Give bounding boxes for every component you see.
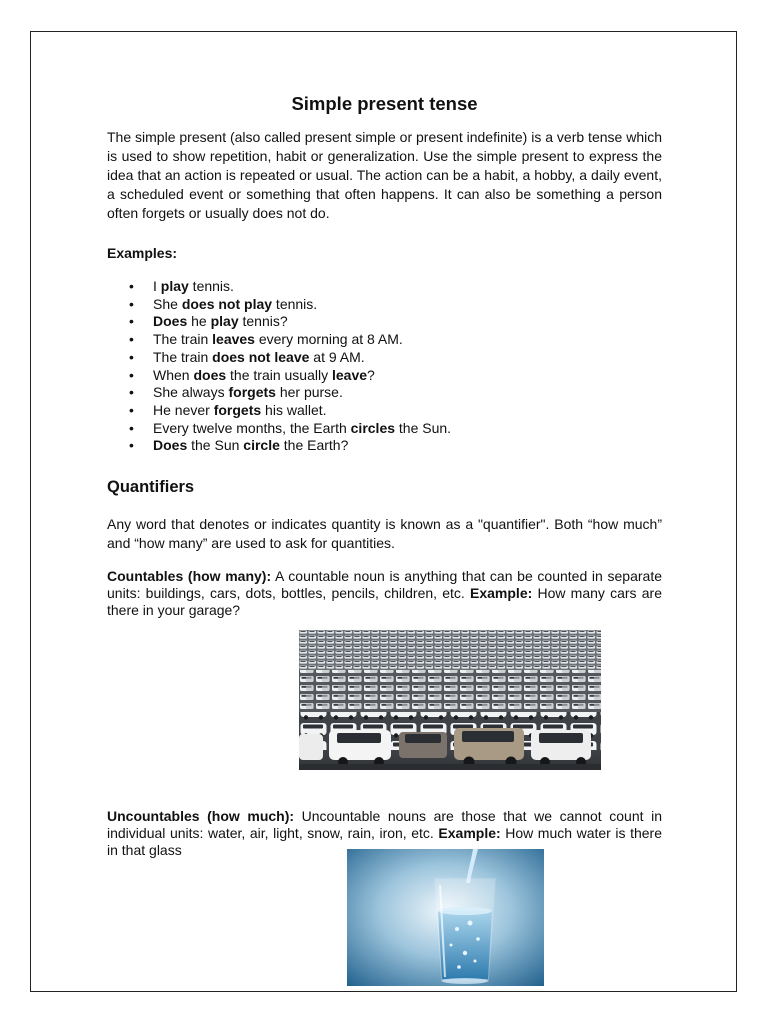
list-item: • Every twelve months, the Earth circles the Sun.: [107, 420, 451, 438]
countables-label: Countables (how many):: [107, 568, 272, 584]
example-label: Example:: [438, 825, 501, 841]
examples-heading: Examples:: [107, 245, 178, 261]
page-title: Simple present tense: [291, 93, 478, 114]
quantifiers-heading: Quantifiers: [107, 478, 195, 496]
list-item: • She always forgets her purse.: [107, 384, 451, 402]
list-item: • When does the train usually leave?: [107, 367, 451, 385]
document-page: [30, 31, 737, 992]
quantifiers-paragraph: Any word that denotes or indicates quantity is known as a "quantifier". Both “how much” and “how many” are used to ask for quantities.: [107, 516, 662, 551]
list-item: • The train leaves every morning at 8 AM.: [107, 331, 451, 349]
intro-paragraph: The simple present (also called present simple or present indefinite) is a verb tense which is used to show repetition, habit or generalization. Use the simple present to express the idea that an action is repeated or usual. The action can be a habit, a hobby, a daily event, a scheduled event or something that often happens. It can also be something a person often forgets or usually does not do.: [107, 129, 662, 221]
list-item: • Does the Sun circle the Earth?: [107, 437, 451, 455]
water-glass-image: [347, 849, 544, 986]
list-item: • The train does not leave at 9 AM.: [107, 349, 451, 367]
example-label: Example:: [470, 585, 533, 601]
list-item: • I play tennis.: [107, 278, 451, 296]
parked-cars-image: [299, 630, 601, 770]
uncountables-paragraph: Uncountables (how much): Uncountable nouns are those that we cannot count in individual units: water, air, light, snow, rain, iron, etc. Example: How much water is there in that glass: [107, 808, 662, 858]
uncountables-label: Uncountables (how much):: [107, 808, 295, 824]
list-item: • Does he play tennis?: [107, 313, 451, 331]
list-item: • He never forgets his wallet.: [107, 402, 451, 420]
list-item: • She does not play tennis.: [107, 296, 451, 314]
examples-list: [107, 278, 451, 455]
countables-paragraph: Countables (how many): A countable noun is anything that can be counted in separate units: buildings, cars, dots, bottles, pencils, children, etc. Example: How many cars are there in your garage?: [107, 568, 662, 618]
